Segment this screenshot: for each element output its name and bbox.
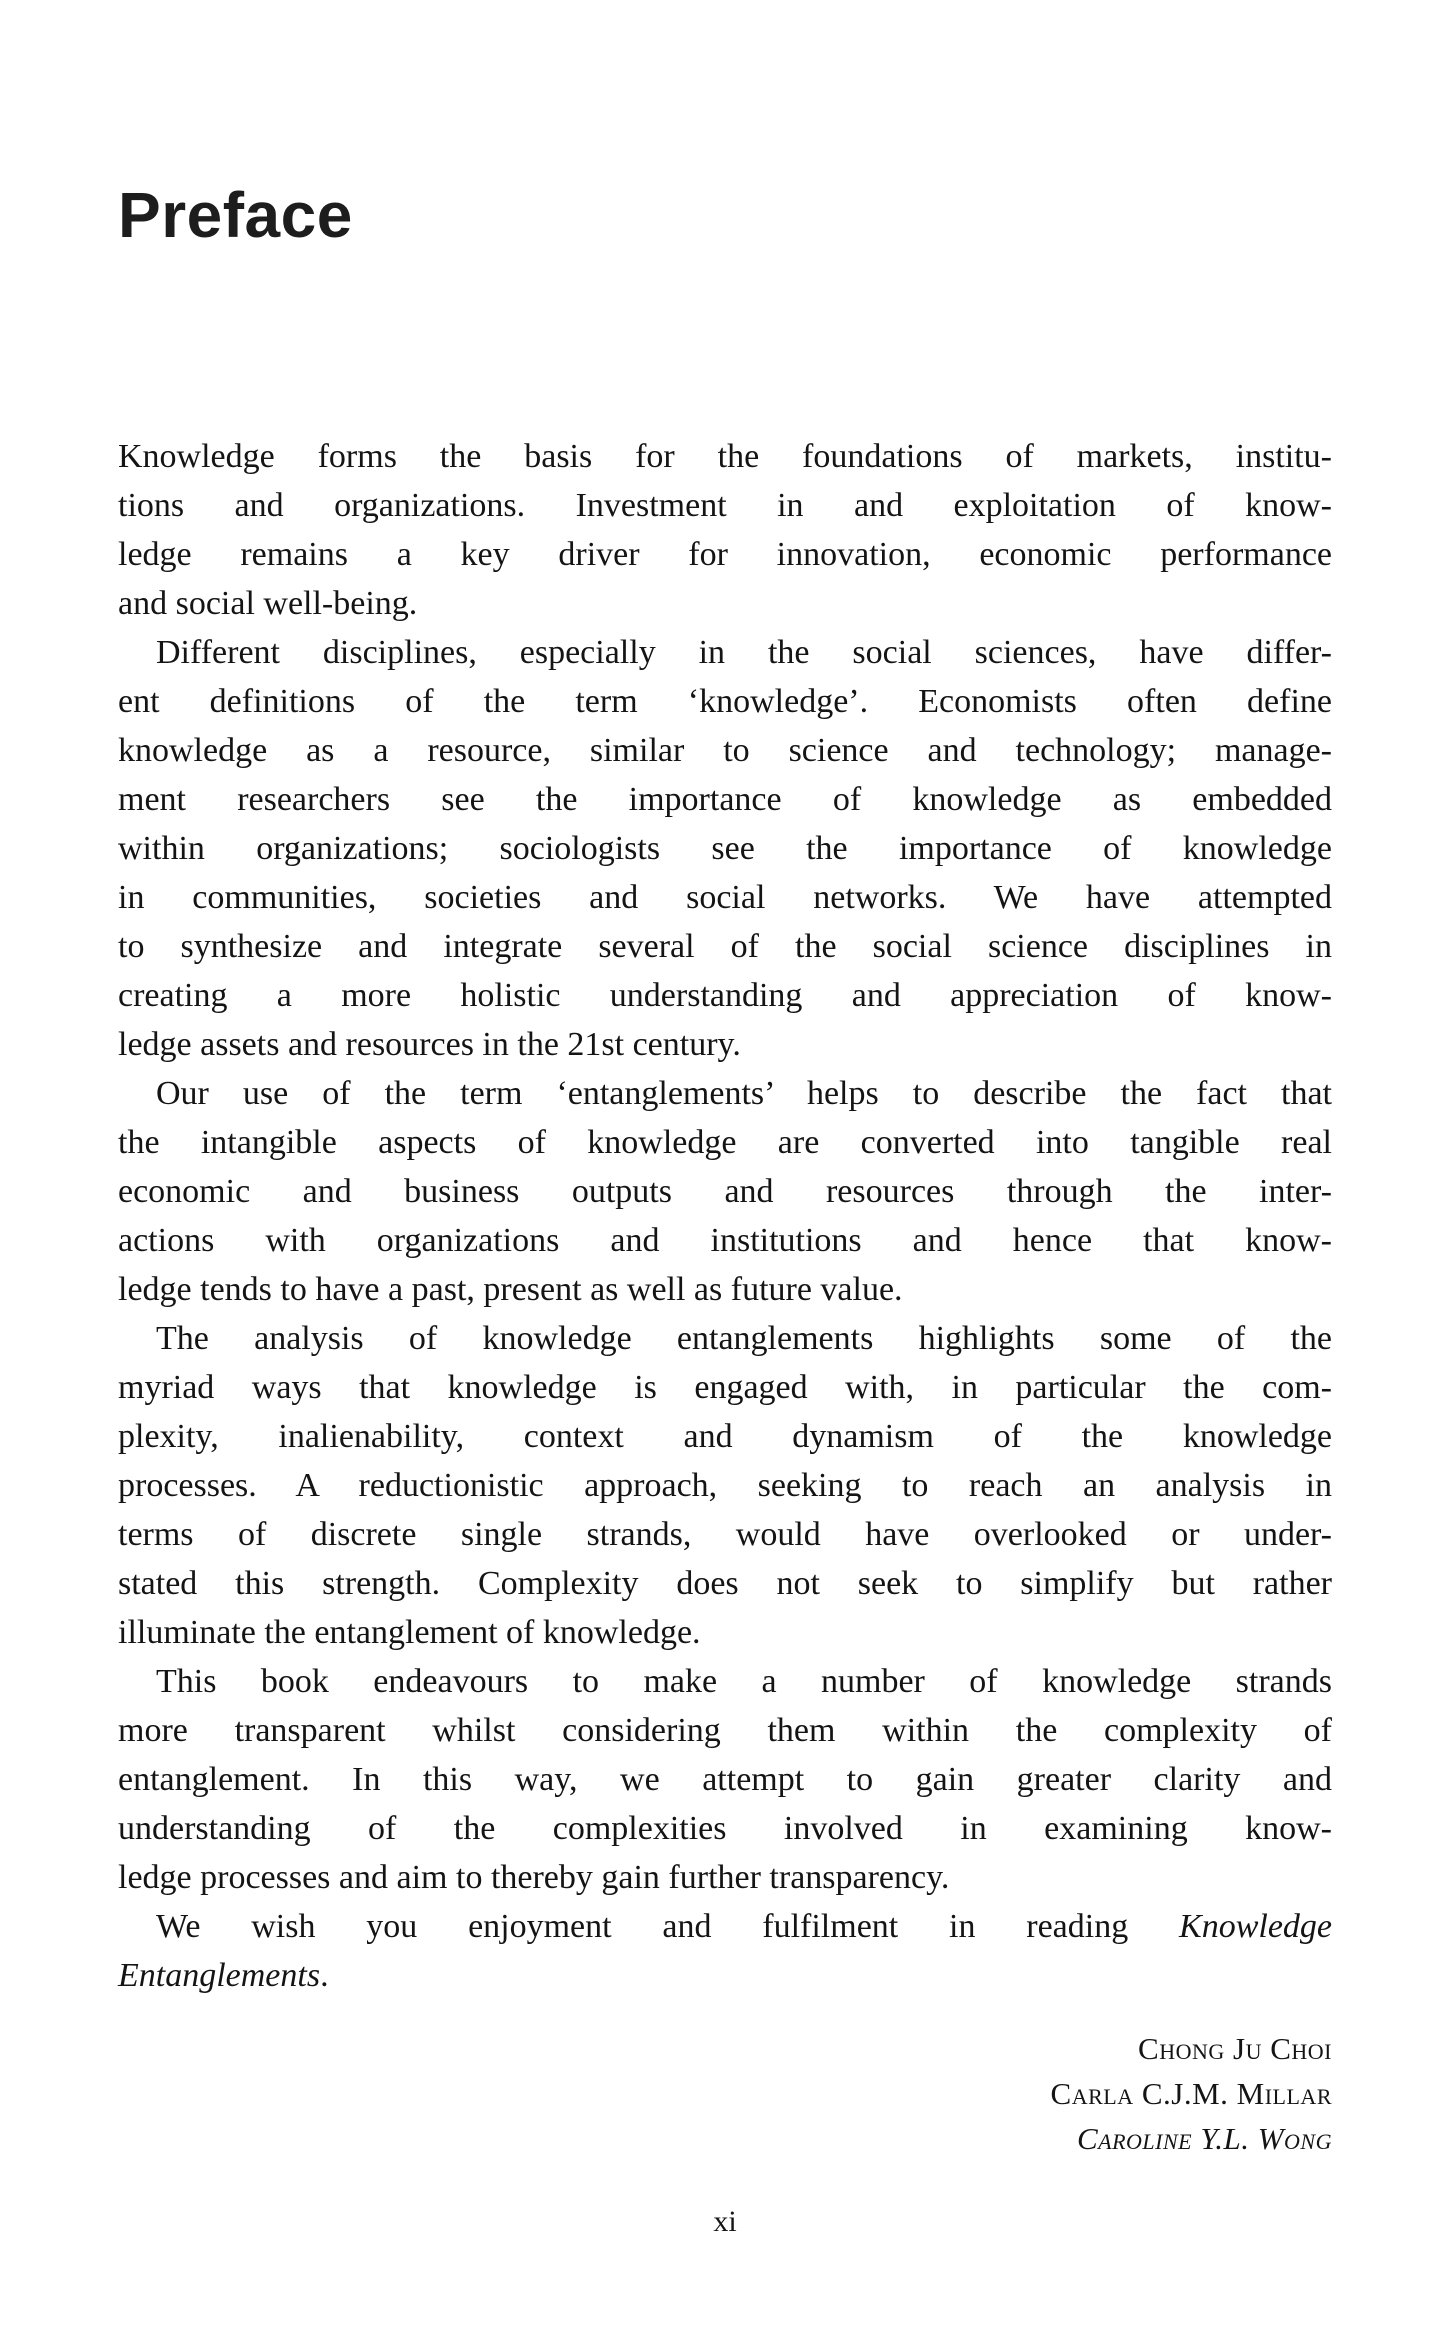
page-number: xi — [713, 2205, 737, 2238]
text-line: the intangible aspects of knowledge are converted into tangible real — [118, 1124, 1332, 1161]
text-line: Our use of the term ‘entanglements’ helps to describe the fact that — [156, 1075, 1332, 1112]
text-line: actions with organizations and institutions and hence that know- — [118, 1222, 1332, 1259]
text-line: stated this strength. Complexity does not seek to simplify but rather — [118, 1565, 1332, 1602]
text-line: Knowledge forms the basis for the foundations of markets, institu- — [118, 438, 1332, 475]
book-title-text: Knowledge — [1179, 1908, 1332, 1945]
author-name: Carla C.J.M. Millar — [1050, 2076, 1332, 2111]
text-line: to synthesize and integrate several of the social science disciplines in — [118, 928, 1332, 965]
text-line: The analysis of knowledge entanglements highlights some of the — [156, 1320, 1332, 1357]
author-name: Caroline Y.L. Wong — [1076, 2121, 1332, 2156]
book-title-text: Entanglements — [118, 1957, 321, 1994]
text-line: ledge tends to have a past, present as well as future value. — [118, 1271, 903, 1308]
text-line: terms of discrete single strands, would have overlooked or under- — [118, 1516, 1332, 1553]
text-line: myriad ways that knowledge is engaged with, in particular the com- — [118, 1369, 1332, 1406]
text-line: ment researchers see the importance of knowledge as embedded — [118, 781, 1332, 818]
text-line: entanglement. In this way, we attempt to gain greater clarity and — [118, 1761, 1332, 1798]
text-line: creating a more holistic understanding and appreciation of know- — [118, 977, 1332, 1014]
text-line: ent definitions of the term ‘knowledge’. Economists often define — [118, 683, 1332, 720]
text-segment: . — [320, 1957, 329, 1994]
text-line: tions and organizations. Investment in and exploitation of know- — [118, 487, 1332, 524]
text-line: in communities, societies and social networks. We have attempted — [118, 879, 1332, 916]
preface-body — [118, 432, 1332, 2000]
page-title: Preface — [118, 179, 353, 251]
text-column — [118, 176, 1332, 2239]
text-line: plexity, inalienability, context and dynamism of the knowledge — [118, 1418, 1332, 1455]
text-line: This book endeavours to make a number of knowledge strands — [156, 1663, 1332, 1700]
text-line: economic and business outputs and resources through the inter- — [118, 1173, 1332, 1210]
text-segment: We wish you enjoyment and fulfilment in reading — [156, 1908, 1180, 1945]
paragraph — [118, 628, 1332, 1069]
paragraph — [118, 1902, 1332, 2000]
text-line: within organizations; sociologists see the importance of knowledge — [118, 830, 1332, 867]
text-line — [118, 1951, 1332, 2000]
text-line: ledge processes and aim to thereby gain further transparency. — [118, 1859, 950, 1896]
text-line: and social well-being. — [118, 585, 418, 622]
paragraph — [118, 1657, 1332, 1902]
text-line: ledge assets and resources in the 21st century. — [118, 1026, 741, 1063]
text-line: ledge remains a key driver for innovation, economic performance — [118, 536, 1332, 573]
paragraph — [118, 1314, 1332, 1657]
text-line: processes. A reductionistic approach, seeking to reach an analysis in — [118, 1467, 1332, 1504]
paragraph — [118, 1069, 1332, 1314]
text-line: illuminate the entanglement of knowledge. — [118, 1614, 701, 1651]
paragraph — [118, 432, 1332, 628]
text-line: knowledge as a resource, similar to science and technology; manage- — [118, 732, 1332, 769]
text-line — [118, 1902, 1332, 1951]
text-line: more transparent whilst considering them within the complexity of — [118, 1712, 1332, 1749]
author-name: Chong Ju Choi — [1138, 2031, 1332, 2066]
authors-block — [118, 2026, 1332, 2161]
text-line: understanding of the complexities involved in examining know- — [118, 1810, 1332, 1847]
text-line: Different disciplines, especially in the social sciences, have differ- — [156, 634, 1332, 671]
